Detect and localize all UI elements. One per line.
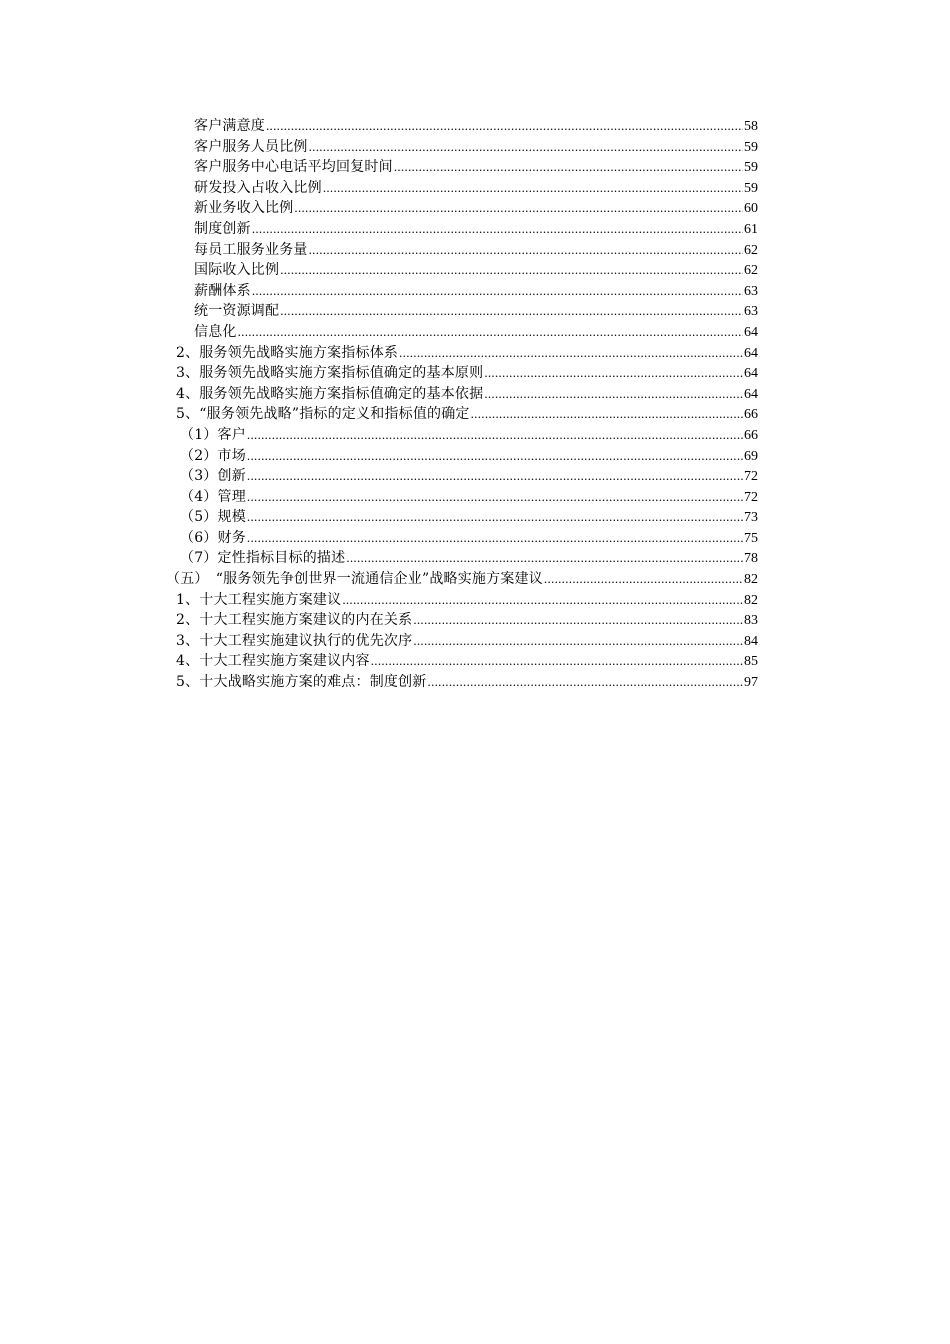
toc-dot-leader <box>280 260 743 281</box>
toc-entry-page: 78 <box>744 551 758 567</box>
toc-entry-title: （5）规模 <box>180 509 246 526</box>
toc-entry-title: （五） “服务领先争创世界一流通信企业”战略实施方案建议 <box>166 571 543 588</box>
toc-dot-leader <box>309 137 743 158</box>
toc-entry-title: （3）创新 <box>180 468 246 485</box>
toc-entry-page: 64 <box>744 386 758 402</box>
toc-entry[interactable] <box>166 157 758 178</box>
toc-entry-page: 59 <box>744 139 758 155</box>
toc-entry-title: 5、十大战略实施方案的难点：制度创新 <box>176 674 427 691</box>
toc-dot-leader <box>309 240 743 261</box>
toc-entry-page: 64 <box>744 345 758 361</box>
toc-entry-page: 63 <box>744 283 758 299</box>
toc-entry-title: 客户满意度 <box>194 118 265 134</box>
toc-entry[interactable] <box>166 590 758 611</box>
toc-entry-page: 73 <box>744 510 758 526</box>
toc-dot-leader <box>247 466 743 487</box>
toc-entry[interactable] <box>166 631 758 652</box>
toc-entry-page: 66 <box>744 407 758 423</box>
toc-dot-leader <box>413 610 743 631</box>
toc-entry-title: （7）定性指标目标的描述 <box>180 550 346 567</box>
toc-entry-title: 2、十大工程实施方案建议的内在关系 <box>176 612 413 629</box>
toc-dot-leader <box>346 548 743 569</box>
toc-dot-leader <box>399 343 743 364</box>
toc-dot-leader <box>247 528 743 549</box>
toc-dot-leader <box>247 487 743 508</box>
toc-entry-page: 85 <box>744 654 758 670</box>
toc-entry-title: 研发投入占收入比例 <box>194 179 322 196</box>
toc-entry-title: 2、服务领先战略实施方案指标体系 <box>176 344 399 361</box>
toc-entry[interactable] <box>166 281 758 302</box>
toc-entry[interactable] <box>166 240 758 261</box>
toc-entry-page: 72 <box>744 469 758 485</box>
toc-entry-page: 75 <box>744 530 758 546</box>
toc-entry[interactable] <box>166 343 758 364</box>
toc-dot-leader <box>247 425 743 446</box>
toc-entry[interactable] <box>166 425 758 446</box>
toc-entry-page: 62 <box>744 242 758 258</box>
toc-dot-leader <box>294 198 743 219</box>
toc-entry-page: 72 <box>744 489 758 505</box>
toc-entry[interactable] <box>166 528 758 549</box>
toc-entry-page: 64 <box>744 366 758 382</box>
toc-entry-title: 制度创新 <box>194 220 251 237</box>
toc-entry-title: 客户服务人员比例 <box>194 138 308 155</box>
toc-entry-page: 82 <box>744 572 758 588</box>
toc-dot-leader <box>266 116 743 137</box>
toc-entry[interactable] <box>166 137 758 158</box>
toc-dot-leader <box>471 404 743 425</box>
toc-entry-page: 63 <box>744 304 758 320</box>
toc-entry-page: 83 <box>744 613 758 629</box>
toc-entry-page: 59 <box>744 160 758 176</box>
toc-entry[interactable] <box>166 301 758 322</box>
toc-entry[interactable] <box>166 178 758 199</box>
toc-dot-leader <box>252 281 743 302</box>
toc-entry-title: 信息化 <box>194 323 237 340</box>
toc-entry[interactable] <box>166 116 758 137</box>
toc-dot-leader <box>484 363 743 384</box>
toc-dot-leader <box>413 631 743 652</box>
toc-entry-title: 3、服务领先战略实施方案指标值确定的基本原则 <box>176 365 484 382</box>
toc-entry-page: 69 <box>744 448 758 464</box>
toc-dot-leader <box>238 322 743 343</box>
toc-entry[interactable] <box>166 363 758 384</box>
toc-entry[interactable] <box>166 507 758 528</box>
toc-entry-title: 统一资源调配 <box>194 303 280 320</box>
toc-entry-page: 84 <box>744 633 758 649</box>
toc-entry[interactable] <box>166 548 758 569</box>
toc-dot-leader <box>394 157 743 178</box>
toc-entry[interactable] <box>166 384 758 405</box>
toc-entry[interactable] <box>166 404 758 425</box>
toc-entry-title: 1、十大工程实施方案建议 <box>176 591 342 608</box>
toc-entry-page: 58 <box>744 119 758 134</box>
toc-entry[interactable] <box>166 569 758 590</box>
toc-entry-title: （2）市场 <box>180 447 246 464</box>
toc-dot-leader <box>371 651 743 672</box>
toc-entry[interactable] <box>166 446 758 467</box>
toc-entry-title: （1）客户 <box>180 426 246 443</box>
toc-dot-leader <box>544 569 743 590</box>
toc-dot-leader <box>428 672 743 693</box>
toc-entry-page: 82 <box>744 592 758 608</box>
toc-entry-title: 每员工服务业务量 <box>194 241 308 258</box>
toc-entry[interactable] <box>166 672 758 693</box>
toc-entry[interactable] <box>166 487 758 508</box>
toc-entry[interactable] <box>166 466 758 487</box>
toc-entry-title: 3、十大工程实施建议执行的优先次序 <box>176 632 413 649</box>
toc-entry-title: 客户服务中心电话平均回复时间 <box>194 159 393 176</box>
toc-dot-leader <box>247 446 743 467</box>
toc-entry-page: 59 <box>744 180 758 196</box>
toc-dot-leader <box>247 507 743 528</box>
toc-entry-page: 61 <box>744 221 758 237</box>
toc-entry[interactable] <box>166 260 758 281</box>
toc-dot-leader <box>323 178 743 199</box>
toc-entry-title: （4）管理 <box>180 488 246 505</box>
toc-entry-page: 97 <box>744 675 758 691</box>
toc-entry[interactable] <box>166 198 758 219</box>
toc-entry-page: 62 <box>744 263 758 279</box>
toc-entry-title: （6）财务 <box>180 529 246 546</box>
toc-dot-leader <box>484 384 743 405</box>
toc-entry-title: 5、“服务领先战略”指标的定义和指标值的确定 <box>176 406 470 423</box>
toc-entry-title: 新业务收入比例 <box>194 200 294 217</box>
toc-entry-page: 66 <box>744 427 758 443</box>
toc-entry[interactable] <box>166 322 758 343</box>
toc-dot-leader <box>252 219 743 240</box>
toc-entry-title: 国际收入比例 <box>194 262 280 279</box>
toc-entry-title: 4、服务领先战略实施方案指标值确定的基本依据 <box>176 385 484 402</box>
toc-dot-leader <box>280 301 743 322</box>
toc-entry-title: 4、十大工程实施方案建议内容 <box>176 653 370 670</box>
toc-entry-page: 64 <box>744 324 758 340</box>
table-of-contents <box>166 116 758 693</box>
toc-entry[interactable] <box>166 651 758 672</box>
toc-entry[interactable] <box>166 610 758 631</box>
toc-entry-page: 60 <box>744 201 758 217</box>
toc-entry-title: 薪酬体系 <box>194 282 251 299</box>
toc-dot-leader <box>342 590 743 611</box>
toc-entry[interactable] <box>166 219 758 240</box>
